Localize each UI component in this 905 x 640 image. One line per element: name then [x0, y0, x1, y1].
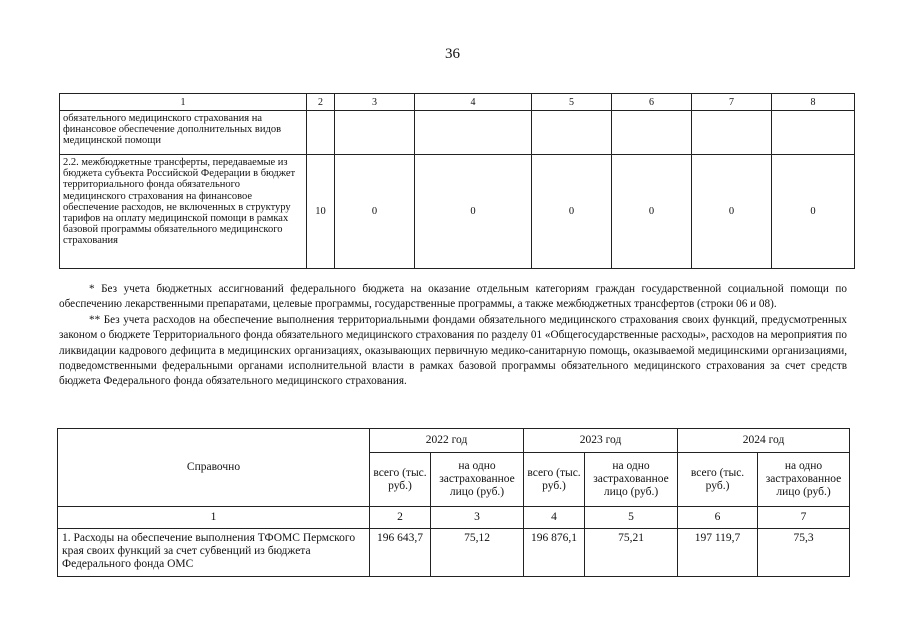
row-label: 2.2. межбюджетные трансферты, передаваемые из бюджета субъекта Российской Федерации в бюджет территориального фонда обязательного медицинского страхования на финансовое обеспечение расходов, не включенных в структуру тарифов на оплату медицинской помощи в рамках базовой программы обязательного медицинского страхования — [60, 155, 307, 269]
column-number: 6 — [678, 507, 758, 529]
reference-table — [57, 428, 850, 577]
column-number: 6 — [612, 94, 692, 111]
subheader-per-person: на одно застрахованное лицо (руб.) — [585, 453, 678, 507]
year-header-row — [58, 429, 850, 453]
subheader-total: всего (тыс. руб.) — [370, 453, 431, 507]
table-row — [60, 111, 855, 155]
page-number: 36 — [445, 46, 460, 62]
footnotes — [59, 282, 847, 390]
year-header: 2023 год — [524, 429, 678, 453]
table-cell — [692, 111, 772, 155]
table-cell: 75,3 — [758, 529, 850, 577]
table-cell: 0 — [772, 155, 855, 269]
column-number: 4 — [415, 94, 532, 111]
table-cell: 75,21 — [585, 529, 678, 577]
footnote-2: ** Без учета расходов на обеспечение выполнения территориальными фондами обязательного медицинского страхования своих функций, предусмотренных законом о бюджете Территориального фонда обязательного медицинского страхования по разделу 01 «Общегосударственные расходы», расходов на мероприятия по ликвидации кадрового дефицита в медицинских организациях, оказывающих первичную медико-санитарную помощь, оказываемой медицинскими организациями, подведомственными федеральными органами исполнительной власти в рамках базовой программы обязательного медицинского страхования за счет средств бюджета Федерального фонда обязательного медицинского страхования. — [59, 313, 847, 388]
year-header: 2024 год — [678, 429, 850, 453]
column-number: 5 — [532, 94, 612, 111]
table-cell: 0 — [532, 155, 612, 269]
table-cell: 196 876,1 — [524, 529, 585, 577]
subheader-per-person: на одно застрахованное лицо (руб.) — [431, 453, 524, 507]
column-number: 1 — [60, 94, 307, 111]
column-number: 2 — [370, 507, 431, 529]
column-number: 1 — [58, 507, 370, 529]
numbering-row — [58, 507, 850, 529]
column-number: 3 — [431, 507, 524, 529]
table-cell: 0 — [335, 155, 415, 269]
footnote-1: * Без учета бюджетных ассигнований федерального бюджета на оказание отдельным категориям граждан государственной социальной помощи по обеспечению лекарственными препаратами, целевые программы, государственные программы, а также межбюджетных трансфертов (строки 06 и 08). — [59, 283, 847, 311]
subheader-per-person: на одно застрахованное лицо (руб.) — [758, 453, 850, 507]
year-header: 2022 год — [370, 429, 524, 453]
column-number: 7 — [758, 507, 850, 529]
table-header-row — [60, 94, 855, 111]
table-row — [60, 155, 855, 269]
table-cell: 0 — [692, 155, 772, 269]
table-cell: 10 — [307, 155, 335, 269]
table-cell — [532, 111, 612, 155]
reference-label: Справочно — [58, 429, 370, 507]
row-label: 1. Расходы на обеспечение выполнения ТФОМС Пермского края своих функций за счет субвенций из бюджета Федерального фонда ОМС — [58, 529, 370, 577]
column-number: 5 — [585, 507, 678, 529]
column-number: 7 — [692, 94, 772, 111]
funding-table — [59, 93, 855, 269]
table-cell — [415, 111, 532, 155]
table-cell: 196 643,7 — [370, 529, 431, 577]
table-cell — [307, 111, 335, 155]
subheader-total: всего (тыс. руб.) — [678, 453, 758, 507]
column-number: 3 — [335, 94, 415, 111]
table-cell — [612, 111, 692, 155]
row-label: обязательного медицинского страхования на финансовое обеспечение дополнительных видов медицинской помощи — [60, 111, 307, 155]
table-cell — [335, 111, 415, 155]
subheader-total: всего (тыс. руб.) — [524, 453, 585, 507]
column-number: 4 — [524, 507, 585, 529]
table-cell: 0 — [415, 155, 532, 269]
table-cell — [772, 111, 855, 155]
table-row — [58, 529, 850, 577]
column-number: 2 — [307, 94, 335, 111]
column-number: 8 — [772, 94, 855, 111]
table-cell: 197 119,7 — [678, 529, 758, 577]
table-cell: 75,12 — [431, 529, 524, 577]
table-cell: 0 — [612, 155, 692, 269]
